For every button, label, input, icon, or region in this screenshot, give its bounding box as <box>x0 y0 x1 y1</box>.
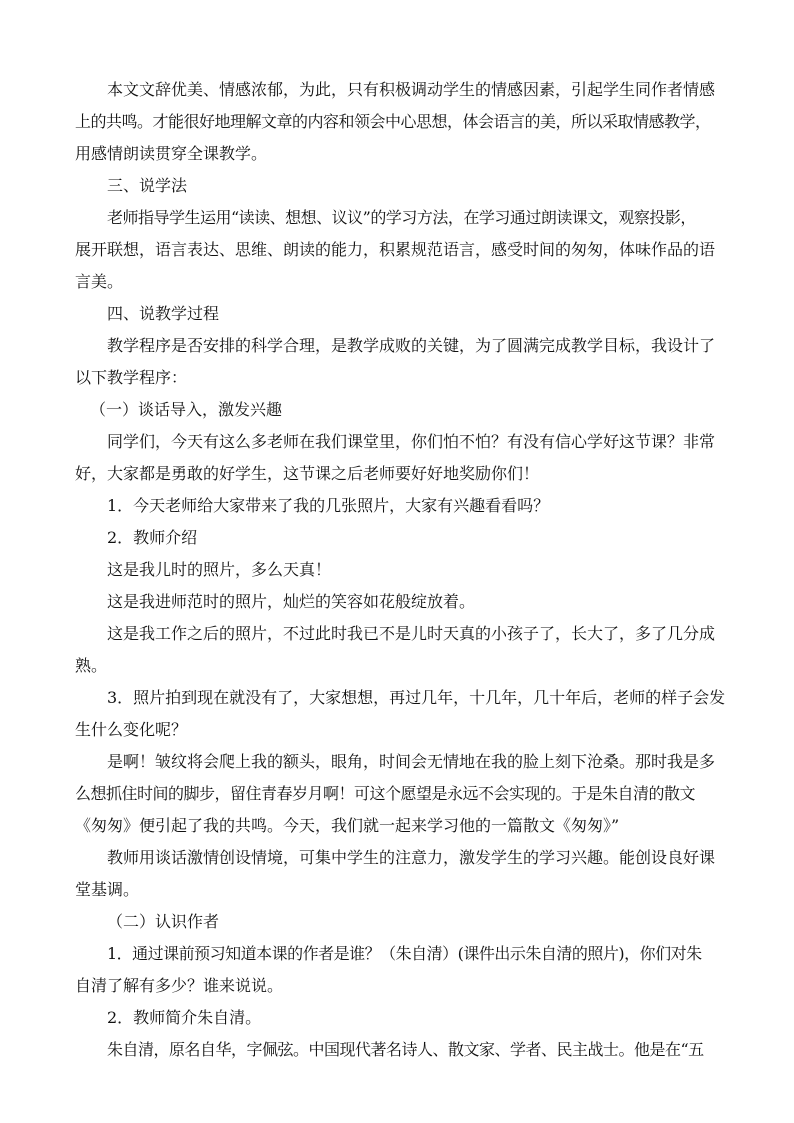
subsection-heading: （二）认识作者 <box>107 912 220 931</box>
list-item: 2．教师简介朱自清。 <box>107 1008 262 1027</box>
paragraph-line: 自清了解有多少？谁来说说。 <box>75 976 284 995</box>
paragraph-line: 这是我进师范时的照片，灿烂的笑容如花般绽放着。 <box>107 592 476 611</box>
section-heading: 三、说学法 <box>107 176 188 195</box>
paragraph-line: 堂基调。 <box>75 880 140 899</box>
paragraph-line: 《匆匆》便引起了我的共鸣。今天，我们就一起来学习他的一篇散文《匆匆》” <box>75 816 620 835</box>
paragraph-line: 展开联想，语言表达、思维、朗读的能力，积累规范语言，感受时间的匆匆，体味作品的语 <box>75 240 716 259</box>
paragraph-line: 好，大家都是勇敢的好学生，这节课之后老师要好好地奖励你们！ <box>75 464 540 483</box>
paragraph-line: 上的共鸣。才能很好地理解文章的内容和领会中心思想，体会语言的美，所以采取情感教学， <box>75 112 711 131</box>
paragraph-line: 教师用谈话激情创设情境，可集中学生的注意力，激发学生的学习兴趣。能创设良好课 <box>107 848 716 867</box>
paragraph-line: 用感情朗读贯穿全课教学。 <box>75 144 268 163</box>
paragraph-line: 么想抓住时间的脚步，留住青春岁月啊！可这个愿望是永远不会实现的。于是朱自清的散文 <box>75 784 696 803</box>
paragraph-line: 教学程序是否安排的科学合理，是教学成败的关键，为了圆满完成教学目标，我设计了 <box>107 336 716 355</box>
paragraph-line: 这是我儿时的照片，多么天真！ <box>107 560 332 579</box>
paragraph-line: 以下教学程序： <box>75 368 188 387</box>
list-item: 1．今天老师给大家带来了我的几张照片，大家有兴趣看看吗？ <box>107 496 550 515</box>
paragraph-line: 生什么变化呢？ <box>75 720 188 739</box>
paragraph-line: 朱自清，原名自华，字佩弦。中国现代著名诗人、散文家、学者、民主战士。他是在“五 <box>107 1040 704 1059</box>
paragraph-line: 言美。 <box>75 272 124 291</box>
subsection-heading: （一）谈话导入，激发兴趣 <box>90 400 283 419</box>
paragraph-line: 是啊！皱纹将会爬上我的额头，眼角，时间会无情地在我的脸上刻下沧桑。那时我是多 <box>107 752 716 771</box>
section-heading: 四、说教学过程 <box>107 304 220 323</box>
paragraph-line: 本文文辞优美、情感浓郁，为此，只有积极调动学生的情感因素，引起学生同作者情感 <box>107 80 716 99</box>
paragraph-line: 这是我工作之后的照片，不过此时我已不是儿时天真的小孩子了，长大了，多了几分成 <box>107 624 716 643</box>
paragraph-line: 同学们，今天有这么多老师在我们课堂里，你们怕不怕？有没有信心学好这节课？非常 <box>107 432 716 451</box>
paragraph-line: 熟。 <box>75 656 108 675</box>
paragraph-line: 老师指导学生运用“读读、想想、议议”的学习方法，在学习通过朗读课文，观察投影， <box>107 208 696 227</box>
list-item: 3．照片拍到现在就没有了，大家想想，再过几年，十几年，几十年后，老师的样子会发 <box>107 688 726 707</box>
list-item: 1．通过课前预习知道本课的作者是谁？（朱自清）(课件出示朱自清的照片)，你们对朱 <box>107 944 702 963</box>
list-item: 2．教师介绍 <box>107 528 198 547</box>
